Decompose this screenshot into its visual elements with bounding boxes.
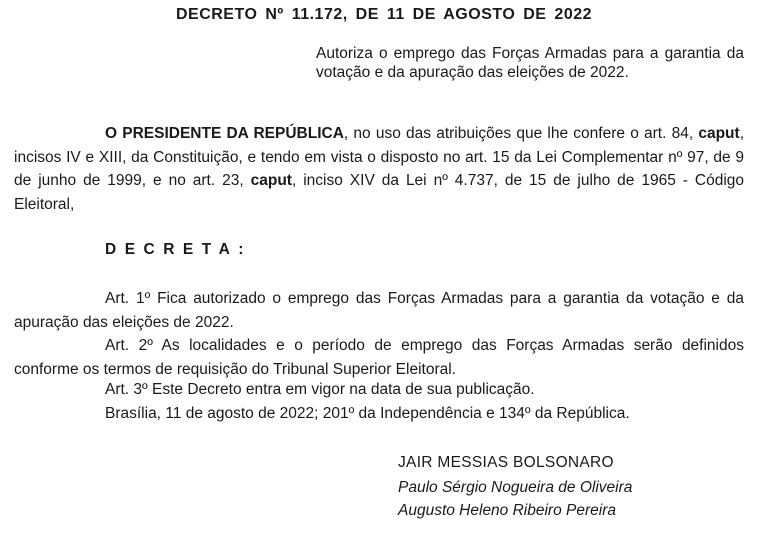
article-1: Art. 1º Fica autorizado o emprego das Forças Armadas para a garantia da votação e da apuração das eleições de 2022. bbox=[14, 290, 744, 331]
decree-summary: Autoriza o emprego das Forças Armadas para a garantia da votação e da apuração das eleições de 2022. bbox=[316, 45, 744, 81]
decreta-heading: DECRETA: bbox=[105, 241, 252, 258]
signature-minister-1: Paulo Sérgio Nogueira de Oliveira bbox=[398, 479, 633, 496]
caput-term-1: caput bbox=[698, 125, 740, 142]
preamble-text-3: , inciso XIV da Lei nº 4.737, de 15 de julho de 1965 - Código Eleitoral, bbox=[14, 172, 744, 213]
article-3: Art. 3º Este Decreto entra em vigor na data de sua publicação. bbox=[105, 381, 535, 398]
preamble-text-1: , no uso das atribuições que lhe confere o art. 84, bbox=[343, 125, 699, 142]
closing-line: Brasília, 11 de agosto de 2022; 201º da Independência e 134º da República. bbox=[105, 405, 630, 422]
president-heading: O PRESIDENTE DA REPÚBLICA bbox=[105, 125, 344, 142]
article-2: Art. 2º As localidades e o período de emprego das Forças Armadas serão definidos conforme os termos de requisição do Tribunal Superior Eleitoral. bbox=[14, 337, 744, 378]
preamble-text-2: , incisos IV e XIII, da Constituição, e tendo em vista o disposto no art. 15 da Lei Complementar nº 97, de 9 de junho de 1999, e no art. 23, bbox=[14, 125, 744, 189]
signature-minister-2: Augusto Heleno Ribeiro Pereira bbox=[398, 502, 616, 519]
caput-term-2: caput bbox=[250, 172, 292, 189]
preamble-paragraph bbox=[14, 122, 744, 216]
decree-title: DECRETO Nº 11.172, DE 11 DE AGOSTO DE 2022 bbox=[175, 6, 593, 23]
signature-president: JAIR MESSIAS BOLSONARO bbox=[398, 454, 614, 471]
